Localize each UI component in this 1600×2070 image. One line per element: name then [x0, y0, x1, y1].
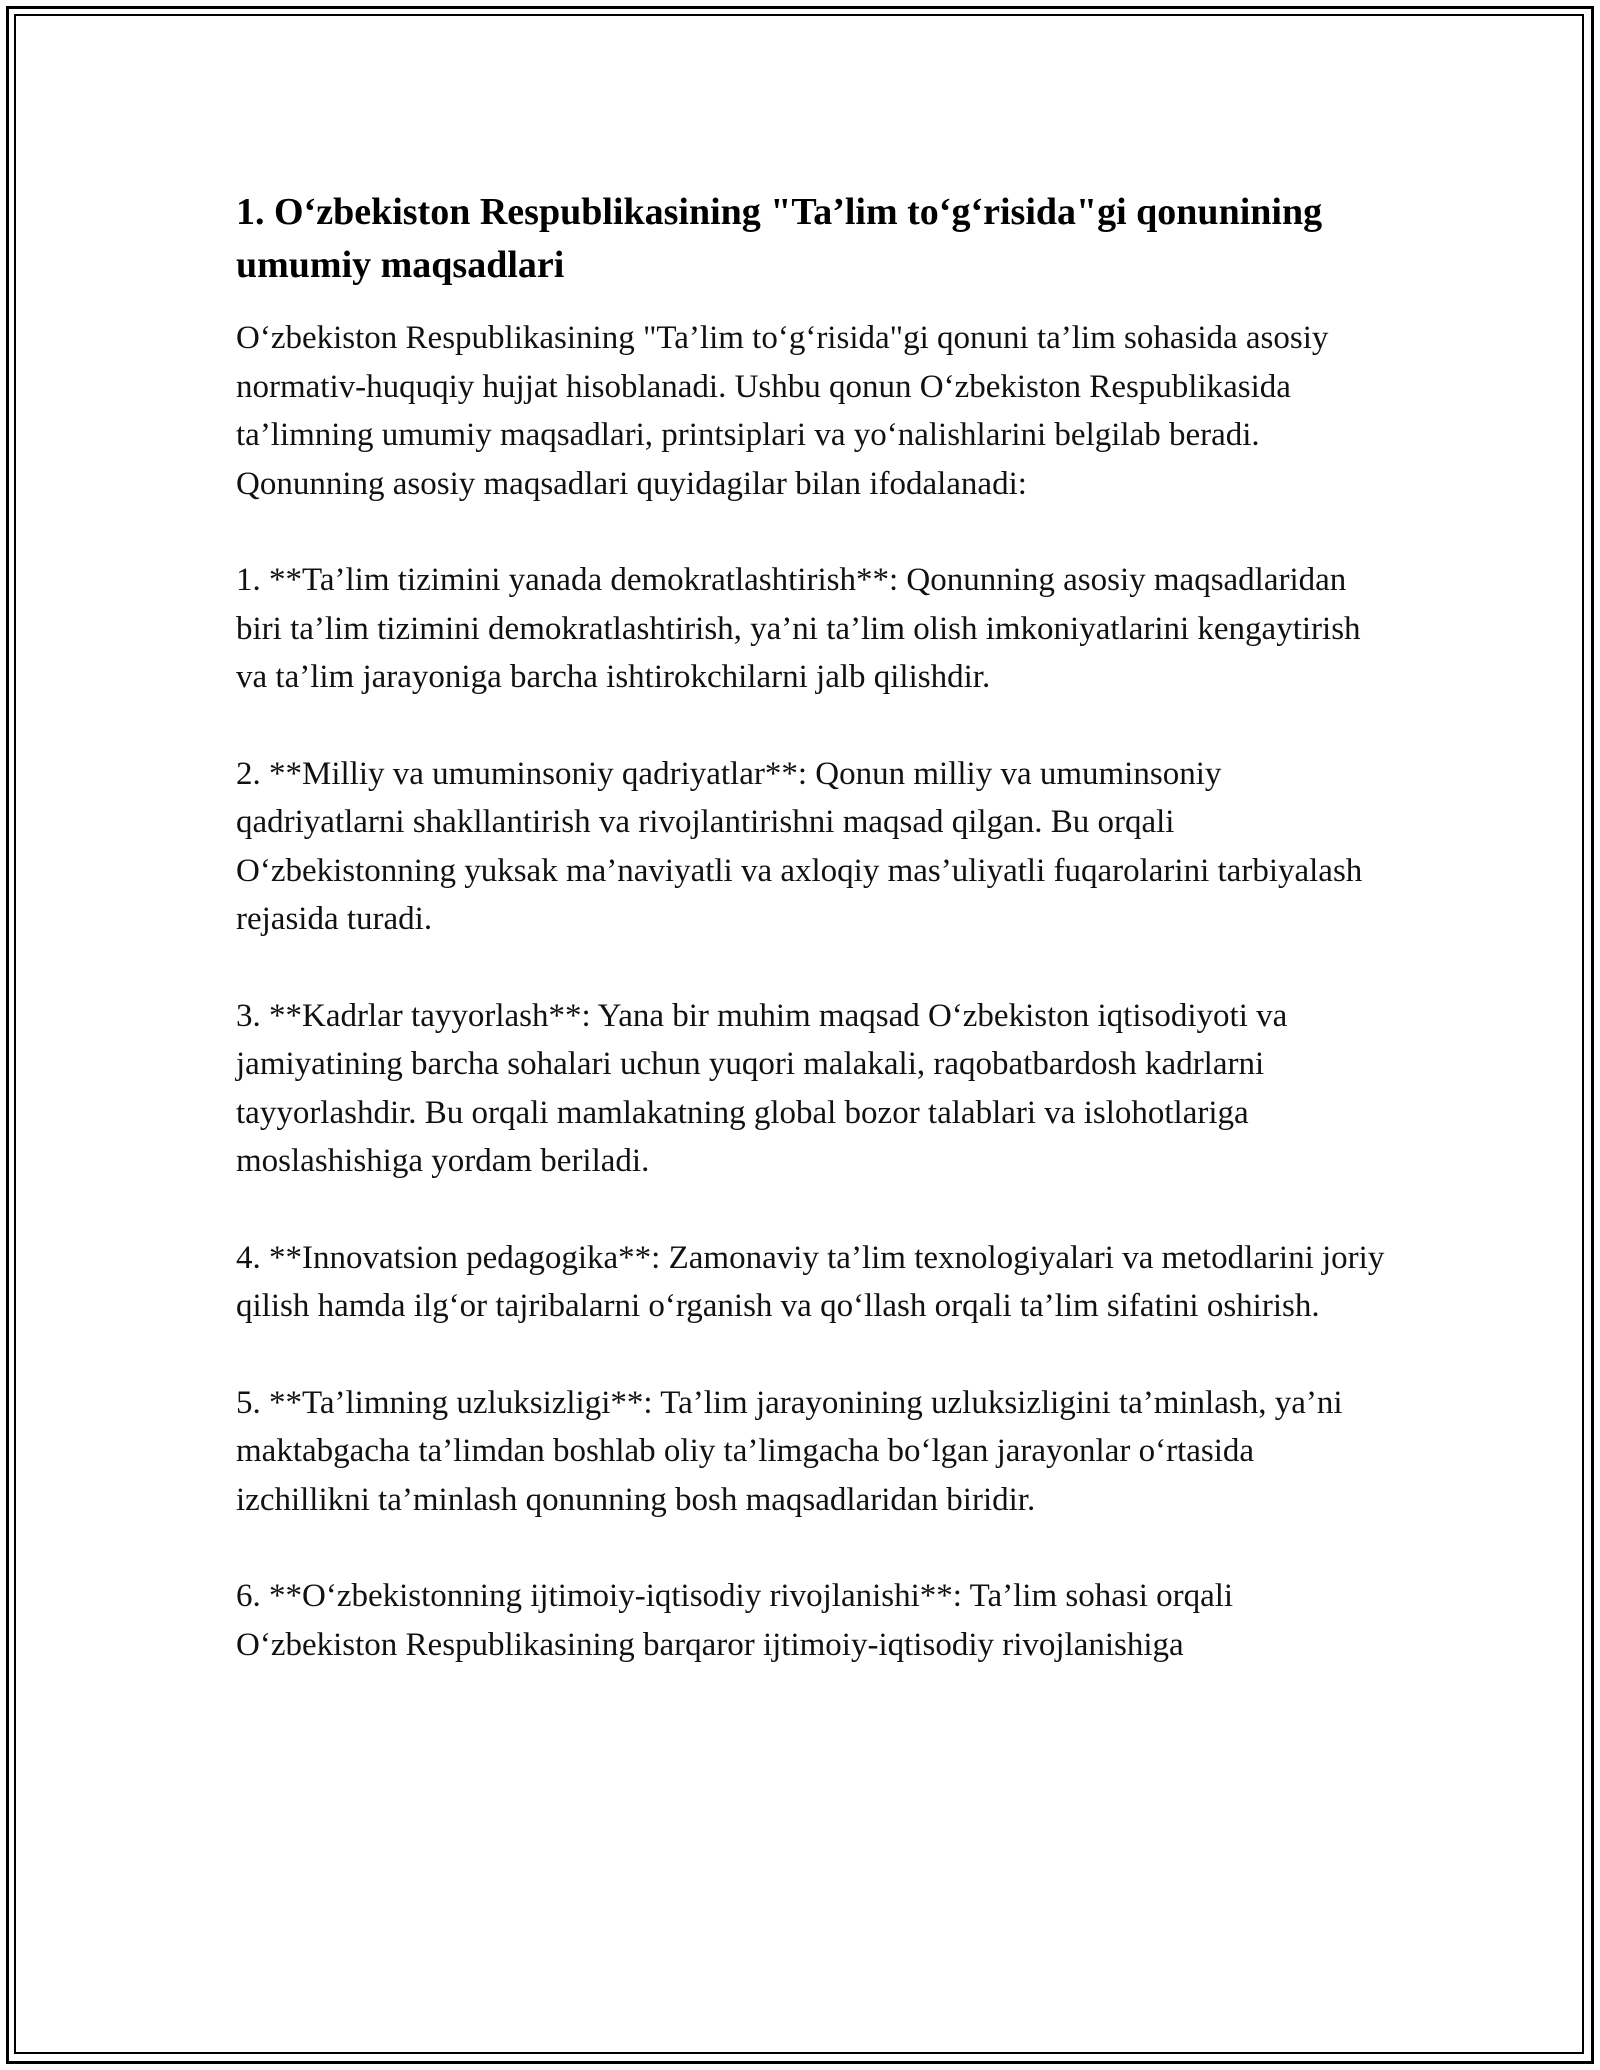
section-heading: 1. O‘zbekiston Respublikasining "Ta’lim to‘g‘risida"gi qonunining umumiy maqsadlari — [236, 191, 1323, 286]
intro-paragraph: O‘zbekiston Respublikasining "Ta’lim to‘g‘risida"gi qonuni ta’lim sohasida asosiy normativ-huquqiy hujjat hisoblanadi. Ushbu qonun O‘zbekiston Respublikasida ta’limning umumiy maqsadlari, printsiplari va yo‘nalishlarini belgilab beradi. Qonunning asosiy maqsadlari quyidagilar bilan ifodalanadi: — [236, 320, 1329, 502]
list-item-3: 3. **Kadrlar tayyorlash**: Yana bir muhim maqsad O‘zbekiston iqtisodiyoti va jamiyatining barcha sohalari uchun yuqori malakali, raqobatbardosh kadrlarni tayyorlashdir. Bu orqali mamlakatning global bozor talablari va islohotlariga moslashishiga yordam beriladi. — [236, 997, 1288, 1179]
list-item-2: 2. **Milliy va umuminsoniy qadriyatlar**: Qonun milliy va umuminsoniy qadriyatlarni shakllantirish va rivojlantirishni maqsad qilgan. Bu orqali O‘zbekistonning yuksak ma’naviyatli va axloqiy mas’uliyatli fuqarolarini tarbiyalash rejasida turadi. — [236, 755, 1363, 937]
document-body — [236, 186, 1386, 1717]
list-item-5: 5. **Ta’limning uzluksizligi**: Ta’lim jarayonining uzluksizligini ta’minlash, ya’ni maktabgacha ta’limdan boshlab oliy ta’limgacha bo‘lgan jarayonlar o‘rtasida izchillikni ta’minlash qonunning bosh maqsadlaridan biridir. — [236, 1384, 1343, 1518]
list-item-4: 4. **Innovatsion pedagogika**: Zamonaviy ta’lim texnologiyalari va metodlarini joriy qilish hamda ilg‘or tajribalarni o‘rganish va qo‘llash orqali ta’lim sifatini oshirish. — [236, 1239, 1385, 1324]
list-item-1: 1. **Ta’lim tizimini yanada demokratlashtirish**: Qonunning asosiy maqsadlaridan biri ta’lim tizimini demokratlashtirish, ya’ni ta’lim olish imkoniyatlarini kengaytirish va ta’lim jarayoniga barcha ishtirokchilarni jalb qilishdir. — [236, 562, 1361, 695]
list-item-6: 6. **O‘zbekistonning ijtimoiy-iqtisodiy rivojlanishi**: Ta’lim sohasi orqali O‘zbekiston Respublikasining barqaror ijtimoiy-iqtisodiy rivojlanishiga — [236, 1578, 1234, 1663]
